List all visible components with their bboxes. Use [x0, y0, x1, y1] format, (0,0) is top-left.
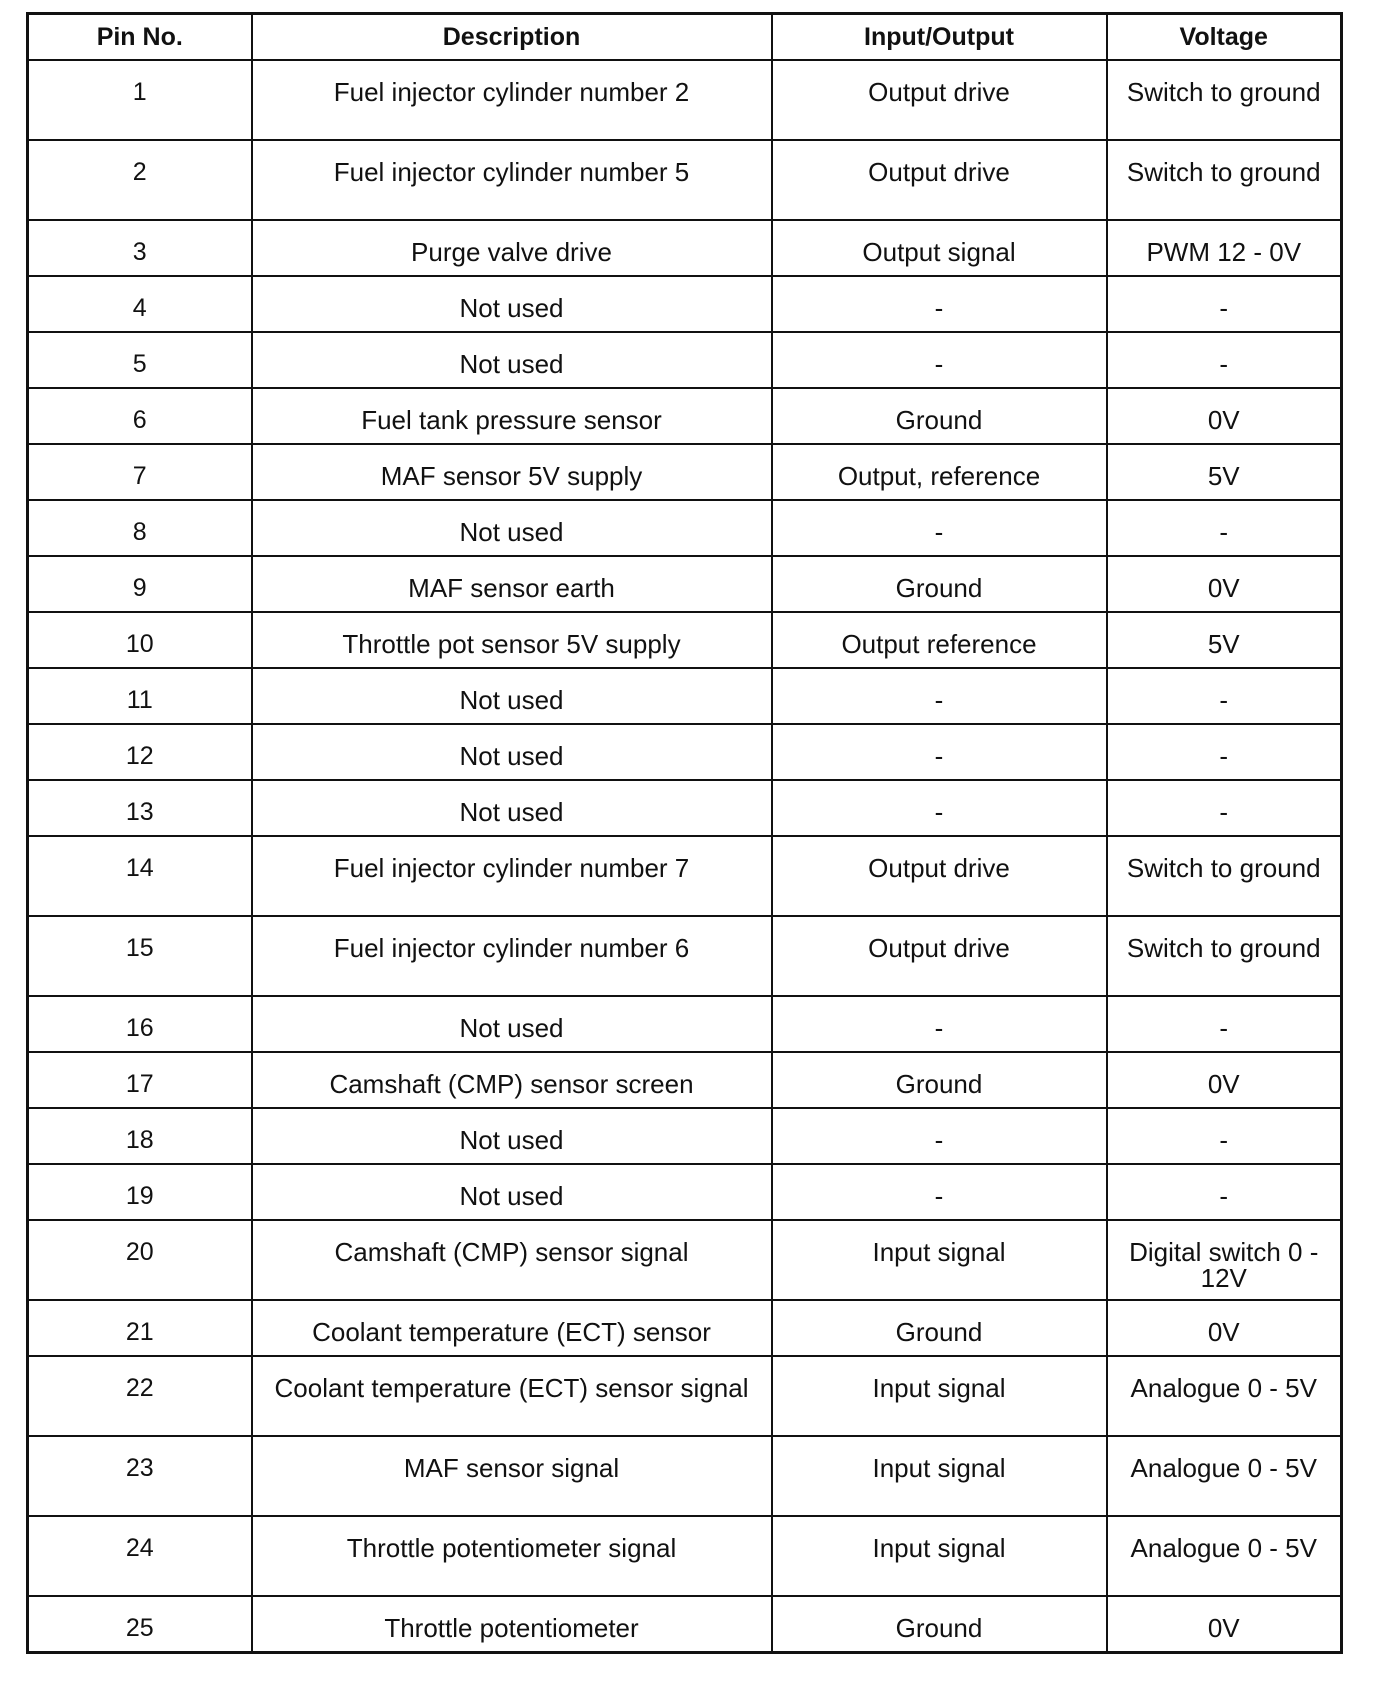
voltage-cell: [1107, 780, 1342, 836]
description-cell: [252, 140, 772, 220]
pin-number-cell-text: 25: [125, 1614, 154, 1642]
table-row: [28, 444, 1342, 500]
description-cell-text: Not used: [459, 685, 564, 715]
table-header: [28, 14, 1342, 61]
description-cell: [252, 1436, 772, 1516]
table-row: [28, 60, 1342, 140]
description-cell: [252, 1220, 772, 1300]
input-output-cell-text: -: [934, 685, 944, 715]
description-cell-text: MAF sensor 5V supply: [380, 461, 643, 491]
pin-number-cell-text: 7: [132, 462, 147, 490]
pin-number-cell: [28, 1164, 252, 1220]
voltage-cell-text: 0V: [1207, 1317, 1240, 1347]
header-description: Description: [252, 14, 772, 61]
pin-number-cell-text: 9: [132, 574, 147, 602]
input-output-cell: [772, 1220, 1107, 1300]
input-output-cell-text: -: [934, 349, 944, 379]
description-cell-text: Fuel injector cylinder number 7: [333, 853, 690, 883]
pin-number-cell: [28, 612, 252, 668]
voltage-cell-text: Analogue 0 - 5V: [1130, 1453, 1317, 1483]
description-cell: [252, 1164, 772, 1220]
pin-number-cell-text: 23: [125, 1454, 154, 1482]
input-output-cell: [772, 1300, 1107, 1356]
table-row: [28, 612, 1342, 668]
input-output-cell-text: Output drive: [868, 77, 1010, 107]
pin-number-cell: [28, 996, 252, 1052]
table-row: [28, 1164, 1342, 1220]
input-output-cell: [772, 668, 1107, 724]
description-cell-text: Purge valve drive: [411, 237, 612, 267]
header-row: [28, 14, 1342, 61]
description-cell-text: Not used: [459, 517, 564, 547]
table-row: [28, 996, 1342, 1052]
description-cell-text: Not used: [459, 1013, 564, 1043]
voltage-cell-text: -: [1219, 741, 1229, 771]
table-row: [28, 140, 1342, 220]
description-cell: [252, 556, 772, 612]
input-output-cell-text: Ground: [895, 1069, 983, 1099]
description-cell-text: Camshaft (CMP) sensor signal: [334, 1237, 689, 1267]
voltage-cell-text: -: [1219, 1125, 1229, 1155]
pin-number-cell: [28, 140, 252, 220]
description-cell-text: Not used: [459, 797, 564, 827]
voltage-cell: [1107, 332, 1342, 388]
pin-number-cell-text: 4: [132, 294, 147, 322]
pin-number-cell: [28, 724, 252, 780]
input-output-cell-text: Ground: [895, 405, 983, 435]
table-row: [28, 556, 1342, 612]
pin-number-cell: [28, 1516, 252, 1596]
voltage-cell: [1107, 1516, 1342, 1596]
description-cell-text: Throttle potentiometer: [384, 1613, 639, 1643]
table-row: [28, 916, 1342, 996]
voltage-cell: [1107, 1596, 1342, 1653]
input-output-cell-text: -: [934, 1013, 944, 1043]
pin-number-cell: [28, 332, 252, 388]
pin-number-cell-text: 6: [132, 406, 147, 434]
input-output-cell-text: Ground: [895, 1317, 983, 1347]
table-row: [28, 332, 1342, 388]
table-row: [28, 1052, 1342, 1108]
pin-number-cell: [28, 60, 252, 140]
voltage-cell: [1107, 1052, 1342, 1108]
header-input-output: Input/Output: [772, 14, 1107, 61]
pin-table: [26, 12, 1343, 1654]
input-output-cell-text: Input signal: [872, 1453, 1006, 1483]
pin-number-cell-text: 18: [125, 1126, 154, 1154]
voltage-cell: [1107, 1436, 1342, 1516]
voltage-cell: [1107, 1220, 1342, 1300]
pin-number-cell-text: 17: [125, 1070, 154, 1098]
input-output-cell: [772, 780, 1107, 836]
description-cell: [252, 388, 772, 444]
voltage-cell-text: -: [1219, 1181, 1229, 1211]
pin-number-cell-text: 22: [125, 1374, 154, 1402]
description-cell-text: MAF sensor earth: [408, 573, 615, 603]
pin-number-cell: [28, 388, 252, 444]
voltage-cell-text: 0V: [1207, 1069, 1240, 1099]
description-cell: [252, 500, 772, 556]
voltage-cell: [1107, 1108, 1342, 1164]
input-output-cell-text: Output drive: [868, 157, 1010, 187]
input-output-cell-text: Ground: [895, 573, 983, 603]
pin-number-cell: [28, 1220, 252, 1300]
table-row: [28, 1220, 1342, 1300]
input-output-cell: [772, 444, 1107, 500]
header-voltage: Voltage: [1107, 14, 1342, 61]
pin-number-cell-text: 3: [132, 238, 147, 266]
input-output-cell-text: Output signal: [862, 237, 1016, 267]
input-output-cell: [772, 1596, 1107, 1653]
description-cell-text: Not used: [459, 293, 564, 323]
input-output-cell: [772, 388, 1107, 444]
table-row: [28, 836, 1342, 916]
description-cell: [252, 444, 772, 500]
description-cell: [252, 1300, 772, 1356]
voltage-cell-text: -: [1219, 797, 1229, 827]
table-row: [28, 724, 1342, 780]
voltage-cell: [1107, 1356, 1342, 1436]
voltage-cell: [1107, 612, 1342, 668]
voltage-cell: [1107, 444, 1342, 500]
voltage-cell: [1107, 1164, 1342, 1220]
description-cell-text: Camshaft (CMP) sensor screen: [329, 1069, 694, 1099]
voltage-cell-text: Switch to ground: [1126, 157, 1321, 187]
input-output-cell: [772, 724, 1107, 780]
voltage-cell: [1107, 724, 1342, 780]
pin-number-cell-text: 8: [132, 518, 147, 546]
pin-number-cell: [28, 1300, 252, 1356]
input-output-cell: [772, 1516, 1107, 1596]
table-row: [28, 1356, 1342, 1436]
input-output-cell: [772, 60, 1107, 140]
description-cell-text: Coolant temperature (ECT) sensor signal: [274, 1373, 749, 1403]
voltage-cell: [1107, 388, 1342, 444]
voltage-cell-text: Switch to ground: [1126, 853, 1321, 883]
voltage-cell-text: PWM 12 - 0V: [1146, 237, 1302, 267]
voltage-cell-text: -: [1219, 293, 1229, 323]
pin-number-cell: [28, 916, 252, 996]
description-cell: [252, 724, 772, 780]
pin-number-cell-text: 10: [125, 630, 154, 658]
description-cell-text: Not used: [459, 1125, 564, 1155]
voltage-cell-text: -: [1219, 349, 1229, 379]
table-row: [28, 1596, 1342, 1653]
description-cell: [252, 1596, 772, 1653]
voltage-cell: [1107, 276, 1342, 332]
voltage-cell: [1107, 140, 1342, 220]
input-output-cell-text: -: [934, 797, 944, 827]
description-cell: [252, 668, 772, 724]
header-pin-no: Pin No.: [28, 14, 252, 61]
voltage-cell-text: 0V: [1207, 573, 1240, 603]
input-output-cell: [772, 916, 1107, 996]
voltage-cell-text: Switch to ground: [1126, 933, 1321, 963]
description-cell-text: Fuel tank pressure sensor: [361, 405, 662, 435]
table-row: [28, 1436, 1342, 1516]
pin-number-cell: [28, 780, 252, 836]
voltage-cell-text: -: [1219, 1013, 1229, 1043]
input-output-cell: [772, 556, 1107, 612]
table-row: [28, 1300, 1342, 1356]
voltage-cell-text: Switch to ground: [1126, 77, 1321, 107]
voltage-cell: [1107, 500, 1342, 556]
pin-number-cell-text: 14: [125, 854, 154, 882]
input-output-cell: [772, 332, 1107, 388]
input-output-cell: [772, 1436, 1107, 1516]
table-row: [28, 220, 1342, 276]
voltage-cell-text: 0V: [1207, 405, 1240, 435]
voltage-cell: [1107, 556, 1342, 612]
description-cell-text: Not used: [459, 1181, 564, 1211]
pin-number-cell: [28, 1356, 252, 1436]
pin-number-cell-text: 5: [132, 350, 147, 378]
input-output-cell: [772, 1356, 1107, 1436]
pin-number-cell: [28, 276, 252, 332]
description-cell: [252, 1108, 772, 1164]
pin-number-cell: [28, 1596, 252, 1653]
input-output-cell: [772, 140, 1107, 220]
description-cell: [252, 1516, 772, 1596]
input-output-cell-text: -: [934, 741, 944, 771]
pin-number-cell-text: 13: [125, 798, 154, 826]
description-cell-text: Not used: [459, 741, 564, 771]
table-row: [28, 276, 1342, 332]
description-cell: [252, 220, 772, 276]
input-output-cell: [772, 220, 1107, 276]
voltage-cell: [1107, 996, 1342, 1052]
pin-number-cell-text: 19: [125, 1182, 154, 1210]
pin-number-cell: [28, 836, 252, 916]
description-cell-text: Not used: [459, 349, 564, 379]
input-output-cell-text: Input signal: [872, 1373, 1006, 1403]
input-output-cell: [772, 996, 1107, 1052]
voltage-cell: [1107, 220, 1342, 276]
description-cell: [252, 1356, 772, 1436]
input-output-cell: [772, 612, 1107, 668]
table-row: [28, 1108, 1342, 1164]
pin-number-cell-text: 11: [126, 686, 153, 714]
description-cell: [252, 60, 772, 140]
input-output-cell-text: Input signal: [872, 1237, 1006, 1267]
description-cell: [252, 836, 772, 916]
voltage-cell: [1107, 836, 1342, 916]
pin-number-cell-text: 21: [125, 1318, 154, 1346]
table-row: [28, 500, 1342, 556]
pin-number-cell: [28, 220, 252, 276]
voltage-cell-text: -: [1219, 517, 1229, 547]
voltage-cell-text: 0V: [1207, 1613, 1240, 1643]
description-cell-text: Fuel injector cylinder number 2: [333, 77, 690, 107]
pin-number-cell-text: 16: [125, 1014, 154, 1042]
input-output-cell: [772, 500, 1107, 556]
input-output-cell-text: -: [934, 1181, 944, 1211]
description-cell: [252, 996, 772, 1052]
input-output-cell-text: -: [934, 517, 944, 547]
input-output-cell-text: -: [934, 293, 944, 323]
input-output-cell-text: Output reference: [841, 629, 1037, 659]
voltage-cell: [1107, 1300, 1342, 1356]
pin-number-cell: [28, 668, 252, 724]
description-cell: [252, 332, 772, 388]
pin-number-cell-text: 2: [132, 158, 147, 186]
pin-number-cell: [28, 1052, 252, 1108]
description-cell-text: MAF sensor signal: [403, 1453, 620, 1483]
input-output-cell: [772, 1052, 1107, 1108]
pin-number-cell-text: 20: [125, 1238, 154, 1266]
pin-number-cell-text: 12: [125, 742, 154, 770]
input-output-cell-text: Output drive: [868, 933, 1010, 963]
description-cell-text: Throttle pot sensor 5V supply: [342, 629, 681, 659]
pin-number-cell: [28, 444, 252, 500]
description-cell: [252, 1052, 772, 1108]
table-row: [28, 1516, 1342, 1596]
input-output-cell-text: Input signal: [872, 1533, 1006, 1563]
voltage-cell-text: Digital switch 0 - 12V: [1129, 1237, 1319, 1293]
description-cell: [252, 276, 772, 332]
pin-number-cell: [28, 500, 252, 556]
voltage-cell-text: -: [1219, 685, 1229, 715]
description-cell-text: Coolant temperature (ECT) sensor: [312, 1317, 711, 1347]
description-cell: [252, 612, 772, 668]
table-row: [28, 668, 1342, 724]
pin-number-cell: [28, 1108, 252, 1164]
voltage-cell: [1107, 916, 1342, 996]
voltage-cell-text: 5V: [1207, 629, 1240, 659]
voltage-cell-text: Analogue 0 - 5V: [1130, 1533, 1317, 1563]
input-output-cell: [772, 1108, 1107, 1164]
table-row: [28, 388, 1342, 444]
description-cell-text: Fuel injector cylinder number 5: [333, 157, 690, 187]
pin-number-cell: [28, 1436, 252, 1516]
description-cell-text: Fuel injector cylinder number 6: [333, 933, 690, 963]
input-output-cell: [772, 1164, 1107, 1220]
voltage-cell: [1107, 60, 1342, 140]
voltage-cell-text: 5V: [1207, 461, 1240, 491]
table-row: [28, 780, 1342, 836]
table-body: [28, 60, 1342, 1653]
input-output-cell-text: Output, reference: [837, 461, 1041, 491]
description-cell: [252, 780, 772, 836]
input-output-cell-text: Ground: [895, 1613, 983, 1643]
input-output-cell: [772, 276, 1107, 332]
voltage-cell: [1107, 668, 1342, 724]
input-output-cell-text: Output drive: [868, 853, 1010, 883]
pin-number-cell-text: 1: [132, 78, 147, 106]
description-cell-text: Throttle potentiometer signal: [346, 1533, 677, 1563]
input-output-cell: [772, 836, 1107, 916]
voltage-cell-text: Analogue 0 - 5V: [1130, 1373, 1317, 1403]
pin-number-cell: [28, 556, 252, 612]
pin-number-cell-text: 24: [125, 1534, 154, 1562]
description-cell: [252, 916, 772, 996]
input-output-cell-text: -: [934, 1125, 944, 1155]
pin-number-cell-text: 15: [125, 934, 154, 962]
